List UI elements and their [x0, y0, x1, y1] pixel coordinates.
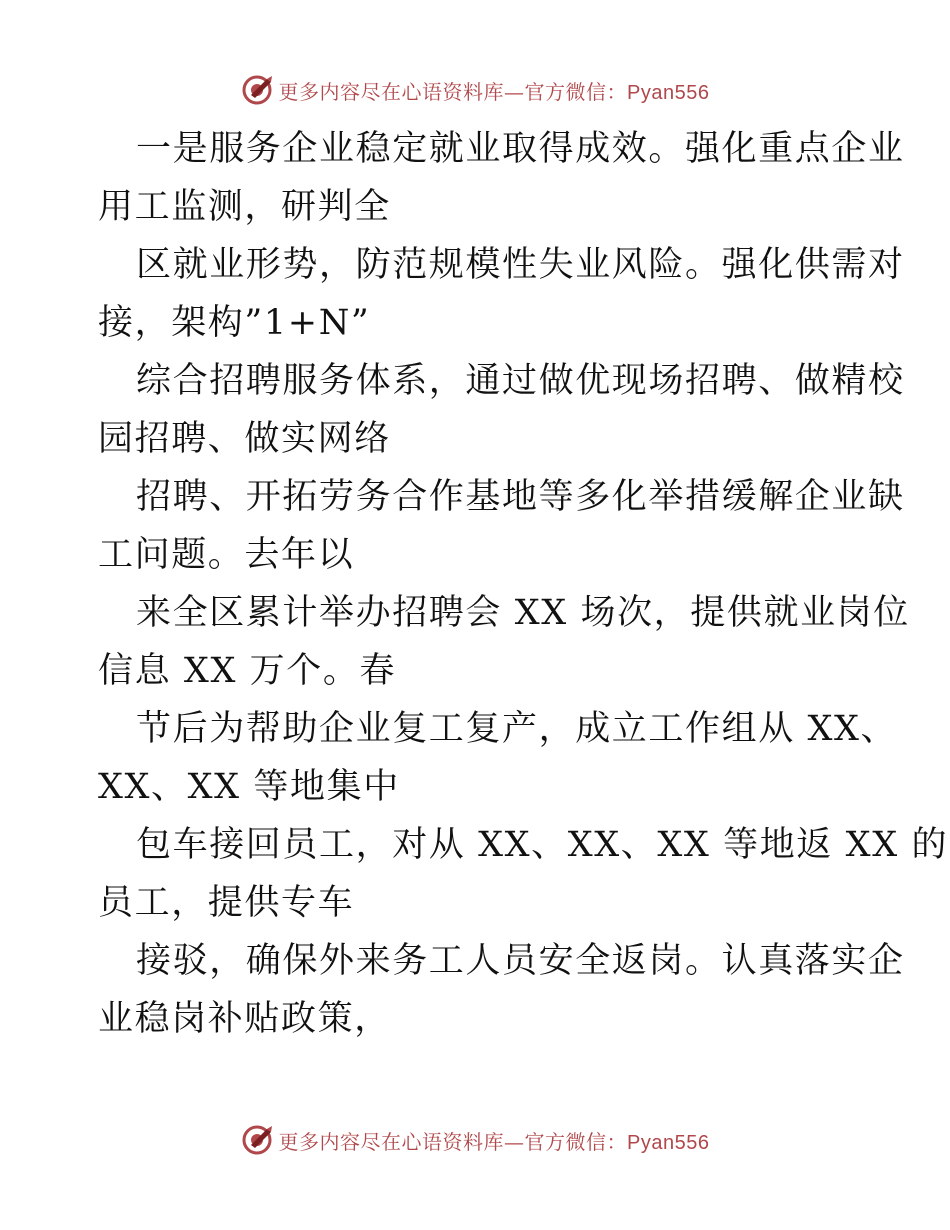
banner-wechat-id: Pyan556: [627, 81, 710, 104]
document-body: [98, 120, 949, 1048]
banner-wechat-label: —官方微信：: [504, 1129, 628, 1154]
body-line: 区就业形势，防范规模性失业风险。强化供需对: [136, 245, 905, 285]
body-line: 员工，提供专车: [98, 883, 355, 923]
body-line: 接，架构”1+N”: [98, 303, 371, 343]
body-line: 来全区累计举办招聘会 XX 场次，提供就业岗位: [136, 593, 910, 633]
header-banner: [0, 70, 950, 110]
banner-title: 更多内容尽在心语资料库: [278, 1129, 505, 1154]
pen-logo-icon: [241, 73, 275, 107]
body-line: 包车接回员工，对从 XX、XX、XX 等地返 XX 的: [136, 825, 949, 865]
body-line: 招聘、开拓劳务合作基地等多化举措缓解企业缺: [136, 477, 905, 517]
body-line: 业稳岗补贴政策，: [98, 999, 391, 1039]
body-line: 节后为帮助企业复工复产，成立工作组从 XX、: [136, 709, 898, 749]
body-line: 用工监测，研判全: [98, 187, 391, 227]
body-line: 信息 XX 万个。春: [98, 651, 397, 691]
body-line: 工问题。去年以: [98, 535, 355, 575]
pen-logo-icon: [241, 1123, 275, 1157]
banner-wechat-id: Pyan556: [627, 1131, 710, 1154]
body-line: 综合招聘服务体系，通过做优现场招聘、做精校: [136, 361, 905, 401]
banner-wechat-label: —官方微信：: [504, 79, 628, 104]
banner-title: 更多内容尽在心语资料库: [278, 79, 505, 104]
footer-banner: [0, 1120, 950, 1160]
body-line: 接驳，确保外来务工人员安全返岗。认真落实企: [136, 941, 905, 981]
body-line: XX、XX 等地集中: [98, 767, 400, 807]
body-line: 园招聘、做实网络: [98, 419, 391, 459]
body-line: 一是服务企业稳定就业取得成效。强化重点企业: [136, 129, 905, 169]
